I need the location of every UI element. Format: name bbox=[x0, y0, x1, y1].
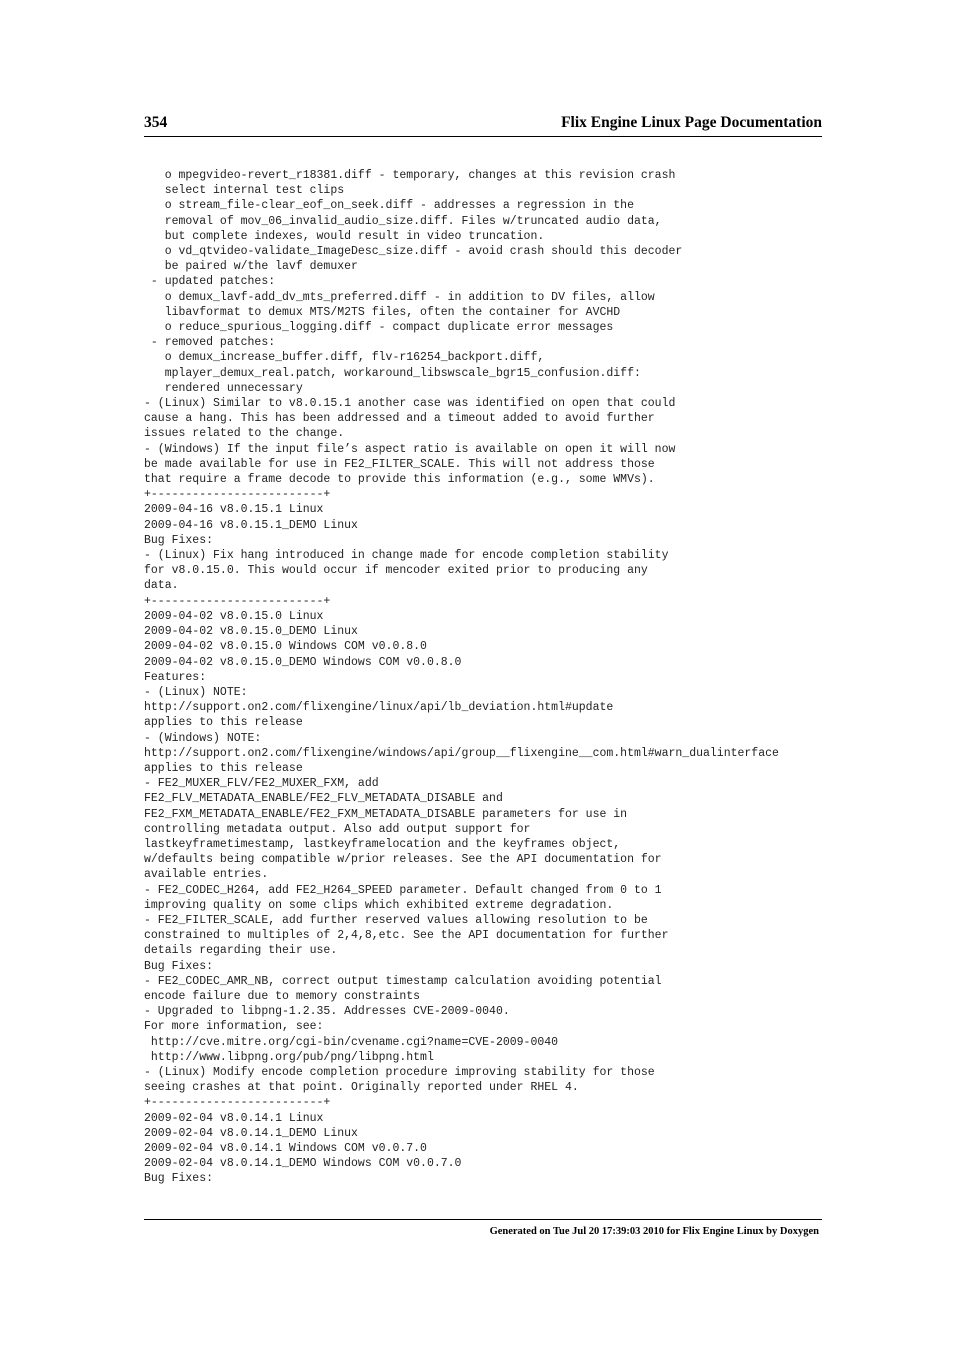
text-line: 2009-04-02 v8.0.15.0_DEMO Windows COM v0.0.8.0 bbox=[144, 655, 462, 669]
text-line: Bug Fixes: bbox=[144, 533, 214, 547]
text-line: 2009-02-04 v8.0.14.1_DEMO Windows COM v0.0.7.0 bbox=[144, 1157, 462, 1171]
text-line: 2009-04-16 v8.0.15.1_DEMO Linux bbox=[144, 518, 358, 532]
text-line: 2009-04-16 v8.0.15.1 Linux bbox=[144, 503, 324, 517]
text-line: available entries. bbox=[144, 868, 269, 882]
text-line: - (Windows) If the input file’s aspect ratio is available on open it will now bbox=[144, 442, 676, 456]
text-line: - (Linux) Modify encode completion procedure improving stability for those bbox=[144, 1065, 655, 1079]
text-line: Bug Fixes: bbox=[144, 959, 214, 973]
text-line: Features: bbox=[144, 670, 207, 684]
text-line: For more information, see: bbox=[144, 1020, 324, 1034]
text-line: 2009-04-02 v8.0.15.0_DEMO Linux bbox=[144, 625, 358, 639]
text-line: for v8.0.15.0. This would occur if mencoder exited prior to producing any bbox=[144, 564, 648, 578]
page-header bbox=[144, 112, 822, 137]
text-line: http://support.on2.com/flixengine/windows/api/group__flixengine__com.html#warn_dualinterface bbox=[144, 746, 779, 760]
text-line: libavformat to demux MTS/M2TS files, often the container for AVCHD bbox=[144, 305, 621, 319]
text-line: removal of mov_06_invalid_audio_size.diff. Files w/truncated audio data, bbox=[144, 214, 662, 228]
text-line: FE2_FXM_METADATA_ENABLE/FE2_FXM_METADATA_DISABLE parameters for use in bbox=[144, 807, 628, 821]
footer-generated-note: Generated on Tue Jul 20 17:39:03 2010 for Flix Engine Linux by Doxygen bbox=[489, 1226, 819, 1237]
text-line: http://www.libpng.org/pub/png/libpng.html bbox=[144, 1050, 434, 1064]
text-line: - (Windows) NOTE: bbox=[144, 731, 262, 745]
text-line: applies to this release bbox=[144, 761, 303, 775]
text-line: w/defaults being compatible w/prior releases. See the API documentation for bbox=[144, 853, 662, 867]
text-line: o reduce_spurious_logging.diff - compact duplicate error messages bbox=[144, 321, 614, 335]
text-line: be made available for use in FE2_FILTER_SCALE. This will not address those bbox=[144, 457, 655, 471]
text-line: o demux_increase_buffer.diff, flv-r16254_backport.diff, bbox=[144, 351, 545, 365]
text-line: controlling metadata output. Also add output support for bbox=[144, 822, 531, 836]
text-line: data. bbox=[144, 579, 179, 593]
text-line: +-------------------------+ bbox=[144, 1096, 331, 1110]
text-line: - FE2_MUXER_FLV/FE2_MUXER_FXM, add bbox=[144, 777, 379, 791]
text-line: - (Linux) NOTE: bbox=[144, 685, 248, 699]
text-line: encode failure due to memory constraints bbox=[144, 989, 421, 1003]
text-line: be paired w/the lavf demuxer bbox=[144, 260, 358, 274]
text-line: 2009-02-04 v8.0.14.1_DEMO Linux bbox=[144, 1126, 358, 1140]
text-line: - Upgraded to libpng-1.2.35. Addresses CVE-2009-0040. bbox=[144, 1005, 510, 1019]
text-line: +-------------------------+ bbox=[144, 594, 331, 608]
text-line: rendered unnecessary bbox=[144, 381, 303, 395]
text-line: - FE2_CODEC_H264, add FE2_H264_SPEED parameter. Default changed from 0 to 1 bbox=[144, 883, 662, 897]
text-line: o vd_qtvideo-validate_ImageDesc_size.diff - avoid crash should this decoder bbox=[144, 245, 683, 259]
text-line: - FE2_CODEC_AMR_NB, correct output timestamp calculation avoiding potential bbox=[144, 974, 662, 988]
text-line: http://cve.mitre.org/cgi-bin/cvename.cgi?name=CVE-2009-0040 bbox=[144, 1035, 559, 1049]
page-number: 354 bbox=[144, 114, 168, 131]
text-line: seeing crashes at that point. Originally reported under RHEL 4. bbox=[144, 1081, 579, 1095]
text-line: 2009-02-04 v8.0.14.1 Linux bbox=[144, 1111, 324, 1125]
text-line: - (Linux) Similar to v8.0.15.1 another case was identified on open that could bbox=[144, 397, 676, 411]
text-line: - FE2_FILTER_SCALE, add further reserved values allowing resolution to be bbox=[144, 913, 648, 927]
changelog-text bbox=[144, 168, 854, 1187]
text-line: Bug Fixes: bbox=[144, 1172, 214, 1186]
text-line: FE2_FLV_METADATA_ENABLE/FE2_FLV_METADATA_DISABLE and bbox=[144, 792, 503, 806]
text-line: 2009-02-04 v8.0.14.1 Windows COM v0.0.7.0 bbox=[144, 1142, 427, 1155]
text-line: applies to this release bbox=[144, 716, 303, 730]
text-line: o stream_file-clear_eof_on_seek.diff - addresses a regression in the bbox=[144, 199, 634, 213]
text-line: details regarding their use. bbox=[144, 944, 338, 958]
text-line: lastkeyframetimestamp, lastkeyframelocation and the keyframes object, bbox=[144, 837, 621, 851]
text-line: - updated patches: bbox=[144, 275, 276, 289]
document-title: Flix Engine Linux Page Documentation bbox=[561, 114, 822, 131]
page-footer bbox=[144, 1219, 822, 1237]
text-line: - removed patches: bbox=[144, 336, 276, 350]
text-line: constrained to multiples of 2,4,8,etc. See the API documentation for further bbox=[144, 929, 669, 943]
text-line: o demux_lavf-add_dv_mts_preferred.diff - in addition to DV files, allow bbox=[144, 290, 655, 304]
text-line: cause a hang. This has been addressed and a timeout added to avoid further bbox=[144, 412, 655, 426]
text-line: o mpegvideo-revert_r18381.diff - temporary, changes at this revision crash bbox=[144, 169, 676, 182]
text-line: but complete indexes, would result in video truncation. bbox=[144, 229, 545, 243]
text-line: - (Linux) Fix hang introduced in change made for encode completion stability bbox=[144, 549, 669, 563]
text-line: mplayer_demux_real.patch, workaround_libswscale_bgr15_confusion.diff: bbox=[144, 366, 641, 380]
text-line: http://support.on2.com/flixengine/linux/api/lb_deviation.html#update bbox=[144, 701, 614, 715]
text-line: that require a frame decode to provide this information (e.g., some WMVs). bbox=[144, 473, 655, 487]
text-line: +-------------------------+ bbox=[144, 488, 331, 502]
text-line: 2009-04-02 v8.0.15.0 Linux bbox=[144, 609, 324, 623]
text-line: issues related to the change. bbox=[144, 427, 345, 441]
text-line: select internal test clips bbox=[144, 184, 345, 198]
text-line: 2009-04-02 v8.0.15.0 Windows COM v0.0.8.0 bbox=[144, 640, 427, 654]
text-line: improving quality on some clips which exhibited extreme degradation. bbox=[144, 898, 614, 912]
